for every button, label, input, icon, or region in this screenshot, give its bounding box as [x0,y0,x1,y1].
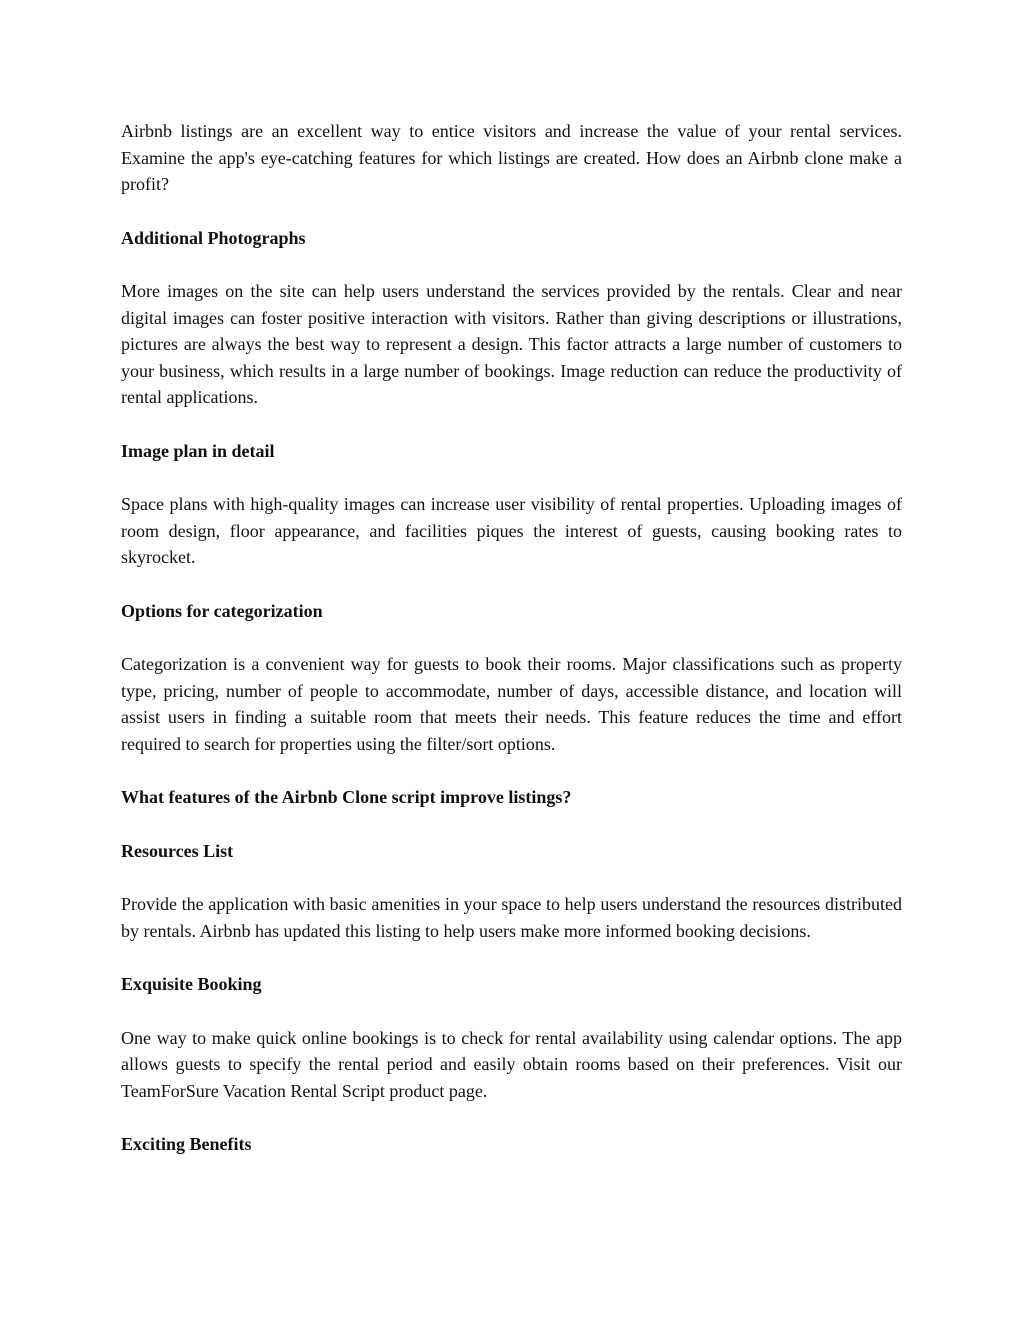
section-heading-additional-photographs: Additional Photographs [121,227,306,248]
categorization-paragraph: Categorization is a convenient way for guests to book their rooms. Major classifications such as property type, pricing, number of people to accommodate, number of days, accessible distance, and location will assist users in finding a suitable room that meets their needs. This feature reduces the time and effort required to search for properties using the filter/sort options. [121,654,902,754]
section-heading-image-plan: Image plan in detail [121,440,275,461]
resources-list-paragraph: Provide the application with basic amenities in your space to help users understand the resources distributed by rentals. Airbnb has updated this listing to help users make more informed booking decisions. [121,894,902,941]
image-plan-paragraph: Space plans with high-quality images can increase user visibility of rental properties. Uploading images of room design, floor appearance, and facilities piques the interest of guests, causing booking rates to skyrocket. [121,494,902,567]
section-heading-features: What features of the Airbnb Clone script improve listings? [121,787,572,807]
document-page [121,118,902,1185]
exquisite-booking-paragraph: One way to make quick online bookings is to check for rental availability using calendar options. The app allows guests to specify the rental period and easily obtain rooms based on their preferences. Visit our TeamForSure Vacation Rental Script product page. [121,1027,902,1101]
section-heading-exquisite-booking: Exquisite Booking [121,974,262,994]
intro-paragraph: Airbnb listings are an excellent way to entice visitors and increase the value of your rental services. Examine the app's eye-catching features for which listings are created. How does an Airbnb clone make a profit? [121,121,902,194]
section-heading-categorization: Options for categorization [121,600,323,621]
additional-photographs-paragraph: More images on the site can help users understand the services provided by the rentals. Clear and near digital images can foster positive interaction with visitors. Rather than giving descriptions or illustrations, pictures are always the best way to represent a design. This factor attracts a large number of customers to your business, which results in a large number of bookings. Image reduction can reduce the productivity of rental applications. [121,281,902,407]
section-heading-resources-list: Resources List [121,840,234,861]
section-heading-exciting-benefits: Exciting Benefits [121,1134,252,1154]
